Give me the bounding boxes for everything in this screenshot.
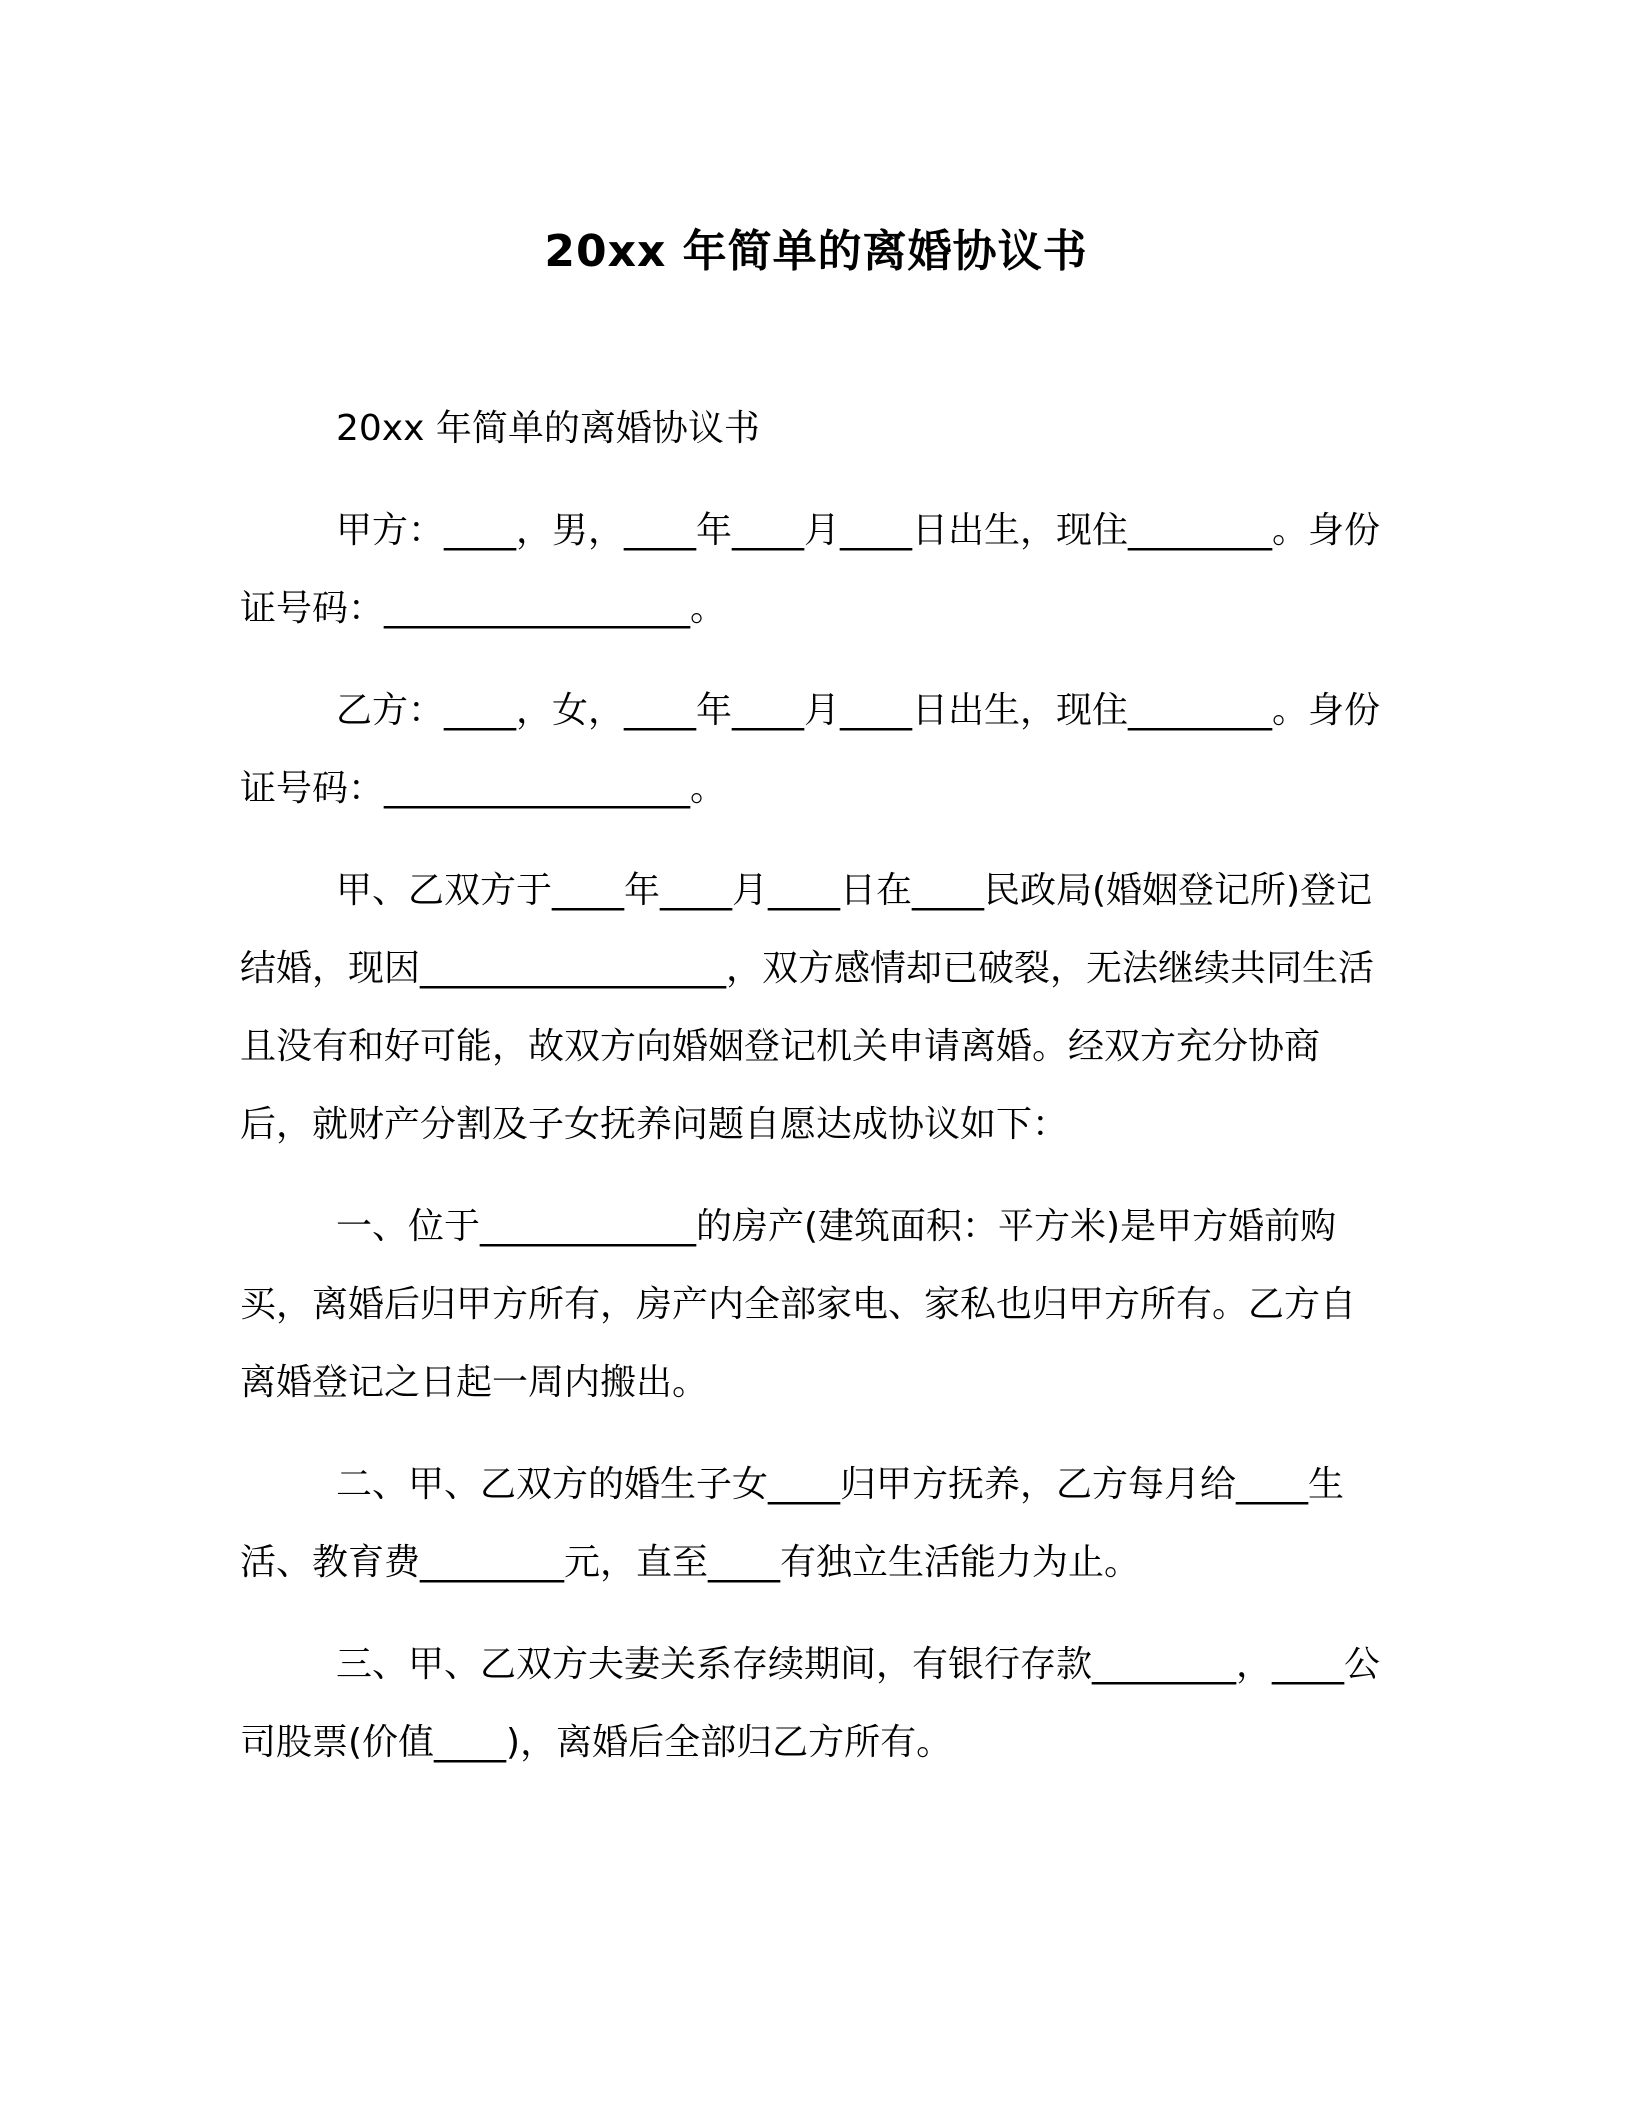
clause-three-assets: 三、甲、乙双方夫妻关系存续期间，有银行存款________，____公司股票(价值____)，离婚后全部归乙方所有。 bbox=[240, 1644, 1381, 1763]
clause-one-property: 一、位于____________的房产(建筑面积：平方米)是甲方婚前购买，离婚后归甲方所有，房产内全部家电、家私也归甲方所有。乙方自离婚登记之日起一周内搬出。 bbox=[240, 1206, 1357, 1403]
party-a-paragraph: 甲方：____，男，____年____月____日出生，现住________。身份证号码：_________________。 bbox=[240, 510, 1381, 629]
document-body bbox=[240, 390, 1380, 1806]
document-subtitle: 20xx 年简单的离婚协议书 bbox=[336, 408, 760, 449]
marriage-registration-paragraph: 甲、乙双方于____年____月____日在____民政局(婚姻登记所)登记结婚，现因_________________，双方感情却已破裂，无法继续共同生活且没有和好可能，故双方向婚姻登记机关申请离婚。经双方充分协商后，就财产分割及子女抚养问题自愿达成协议如下： bbox=[240, 870, 1375, 1145]
clause-two-child-custody: 二、甲、乙双方的婚生子女____归甲方抚养，乙方每月给____生活、教育费________元，直至____有独立生活能力为止。 bbox=[240, 1464, 1345, 1583]
document-title: 20xx 年简单的离婚协议书 bbox=[544, 226, 1088, 277]
party-b-paragraph: 乙方：____，女，____年____月____日出生，现住________。身份证号码：_________________。 bbox=[240, 690, 1381, 809]
